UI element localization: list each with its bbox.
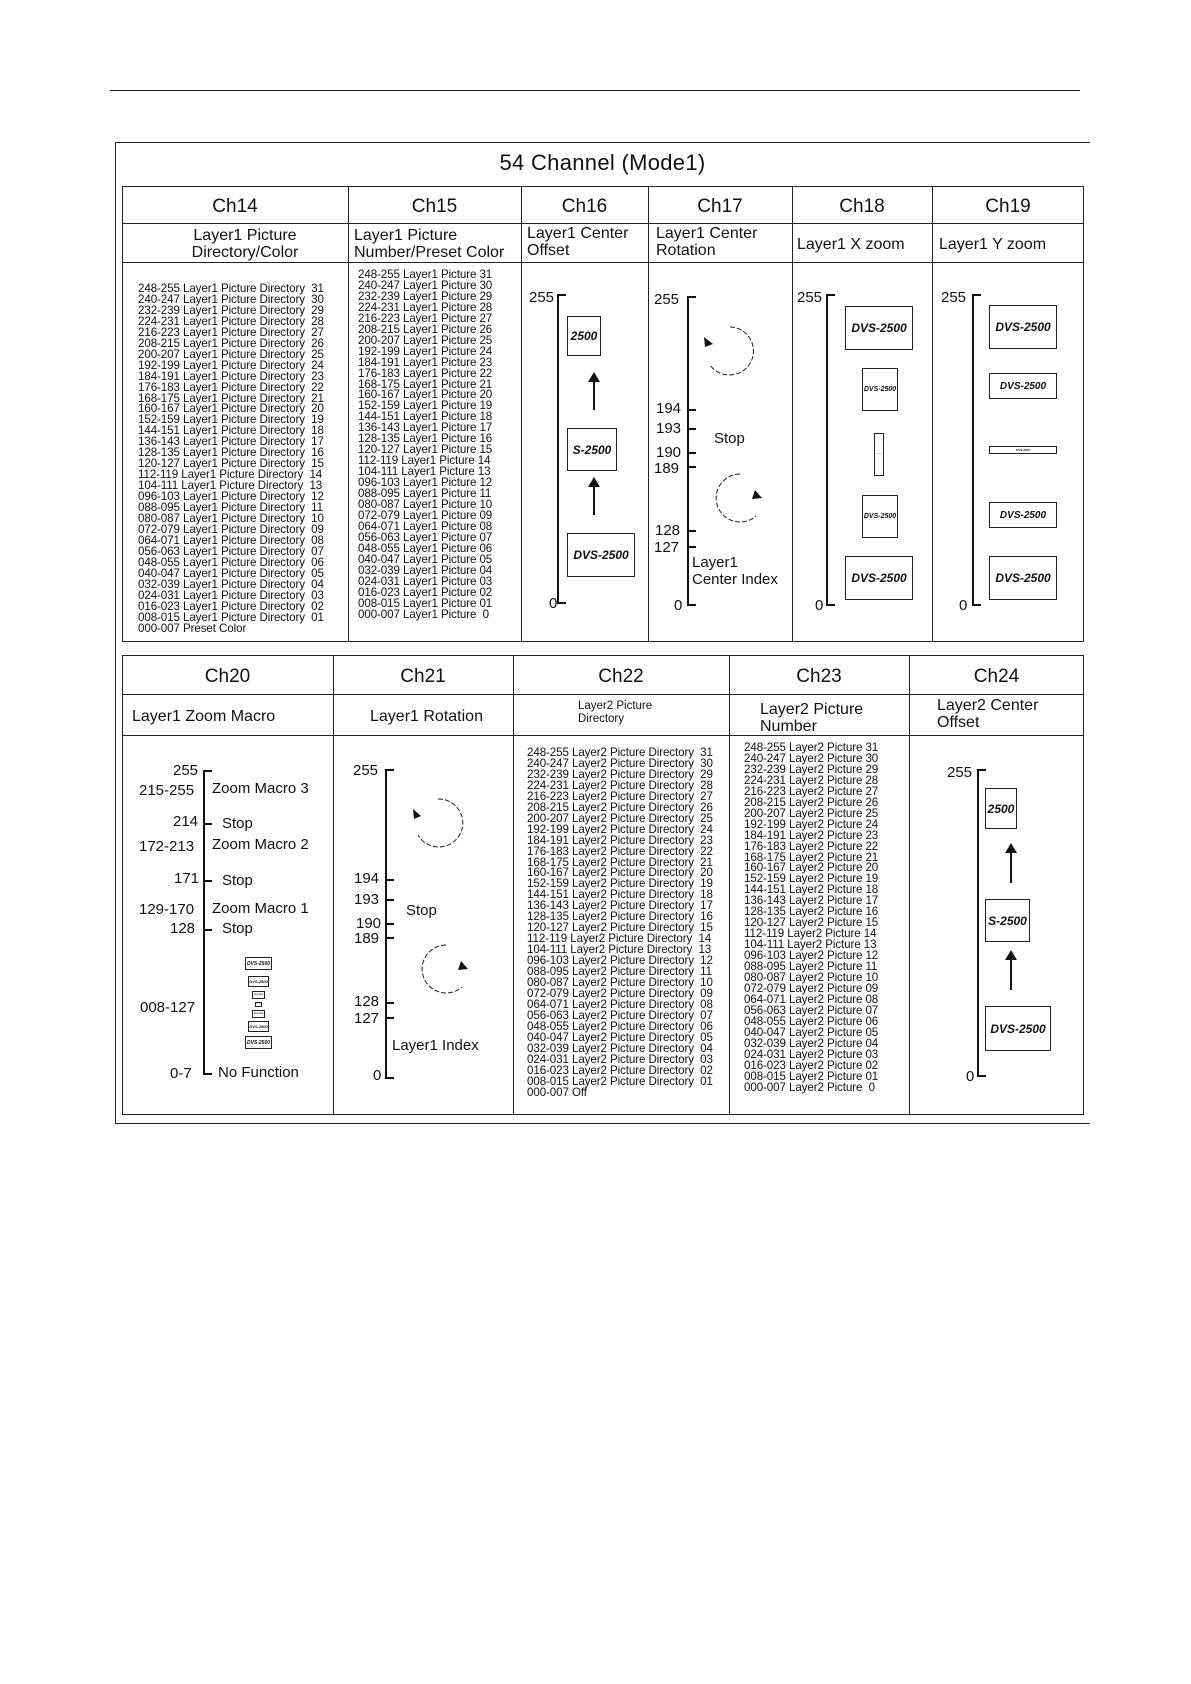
ch19-image-flat: DVS-2500 — [989, 446, 1057, 454]
function-ch19: Layer1 Y zoom — [939, 236, 1047, 253]
function-ch17: Layer1 Center Rotation — [656, 225, 758, 259]
ch19-tick — [972, 294, 981, 296]
ch20-macro-label: Zoom Macro 3 — [212, 780, 309, 797]
table2-col-divider — [729, 655, 730, 1115]
ch24-image-dvs2500: DVS-2500 — [985, 1006, 1051, 1051]
channel-header-ch21: Ch21 — [400, 666, 446, 687]
table1-col-divider — [521, 186, 522, 642]
table1-divider — [122, 262, 1084, 263]
ch21-value-0: 0 — [373, 1067, 382, 1084]
ch20-value-128: 128 — [170, 920, 196, 937]
ch21-value-255: 255 — [353, 762, 379, 779]
rotate-cw-icon — [418, 943, 478, 1003]
channel-header-ch18: Ch18 — [839, 196, 885, 217]
function-ch24: Layer2 Center Offset — [937, 697, 1039, 731]
ch18-image-thin: DVS-2500 — [874, 433, 884, 476]
ch21-value-193: 193 — [354, 891, 380, 908]
ch21-tick — [385, 937, 394, 939]
ch19-image-short: DVS-2500 — [989, 502, 1057, 528]
ch21-tick — [385, 1017, 394, 1019]
ch17-value-189: 189 — [654, 460, 680, 477]
ch18-value-255: 255 — [797, 289, 823, 306]
ch20-scale-bar — [203, 770, 205, 1075]
ch21-value-194: 194 — [354, 870, 380, 887]
ch20-range-label: 0-7 — [170, 1065, 192, 1082]
table2-divider — [122, 735, 1084, 736]
ch20-value-171: 171 — [174, 870, 200, 887]
ch17-value-190: 190 — [656, 444, 682, 461]
ch17-index-label: Center Index — [692, 571, 778, 588]
ch16-value-255: 255 — [529, 289, 555, 306]
ch19-tick — [972, 604, 981, 606]
ch19-scale-bar — [972, 294, 974, 606]
channel-header-ch14: Ch14 — [212, 196, 258, 217]
ch21-tick — [385, 769, 394, 771]
ch24-scale-bar — [977, 769, 979, 1077]
channel-header-ch15: Ch15 — [411, 196, 458, 217]
ch16-value-0: 0 — [549, 595, 558, 612]
ch20-range-label: 172-213 — [139, 838, 195, 855]
ch20-no-function-label: No Function — [218, 1064, 299, 1081]
ch21-value-128: 128 — [354, 993, 380, 1010]
ch20-mini-image: DVS-2500 — [256, 1004, 261, 1005]
ch20-macro-label: Zoom Macro 2 — [212, 836, 309, 853]
ch24-tick — [977, 1075, 986, 1077]
ch21-stop-label: Stop — [406, 902, 437, 919]
ch20-tick — [203, 880, 212, 882]
ch20-mini-image: DVS-2500 — [248, 1021, 269, 1032]
ch20-stop-label: Stop — [222, 872, 253, 889]
channel-header-ch22: Ch22 — [598, 666, 644, 687]
ch21-value-190: 190 — [356, 915, 382, 932]
ch17-tick — [687, 546, 696, 548]
ch20-tick — [203, 929, 212, 931]
ch23-value-list: 248-255 Layer2 Picture 31 240-247 Layer2 Picture 30 232-239 Layer2 Picture 29 224-231 Layer2 Picture 28 216-223 Layer2 Picture 27 208-215 Layer2 Picture 26 200-207 Layer2 Picture 25 192-199 Layer2 Picture 24 184-191 Layer2 Picture 23 176-183 Layer2 Picture 22 168-175 Layer2 Picture 21 160-167 Layer2 Picture 20 152-159 Layer2 Picture 19 144-151 Layer2 Picture 18 136-143 Layer2 Picture 17 128-135 Layer2 Picture 16 120-127 Layer2 Picture 15 112-119 Layer2 Picture 14 104-111 Layer2 Picture 13 096-103 Layer2 Picture 12 088-095 Layer2 Picture 11 080-087 Layer2 Picture 10 072-079 Layer2 Picture 09 064-071 Layer2 Picture 08 056-063 Layer2 Picture 07 048-055 Layer2 Picture 06 040-047 Layer2 Picture 05 032-039 Layer2 Picture 04 024-031 Layer2 Picture 03 016-023 Layer2 Picture 02 008-015 Layer2 Picture 01 000-007 Layer2 Picture 0 — [744, 741, 879, 1094]
up-arrow-icon — [593, 380, 595, 410]
ch21-tick — [385, 1002, 394, 1004]
ch18-tick — [826, 604, 835, 606]
ch17-scale-bar — [687, 296, 689, 606]
ch17-tick — [687, 530, 696, 532]
ch19-image-full: DVS-2500 — [989, 305, 1057, 349]
ch17-tick — [687, 409, 696, 411]
ch20-range-label: 215-255 — [139, 782, 195, 799]
channel-header-ch16: Ch16 — [561, 196, 608, 217]
ch20-macro-label: Zoom Macro 1 — [212, 900, 309, 917]
ch19-value-0: 0 — [959, 597, 968, 614]
ch20-mini-image: DVS-2500 — [252, 991, 265, 999]
ch20-value-255: 255 — [173, 762, 199, 779]
ch20-tick — [203, 1073, 212, 1075]
ch21-tick — [385, 899, 394, 901]
function-ch22: Layer2 Picture Directory — [578, 700, 653, 725]
ch20-mini-image: DVS-2500 — [248, 976, 269, 987]
ch17-tick — [687, 466, 696, 468]
function-ch21: Layer1 Rotation — [370, 708, 483, 725]
ch18-image-full: DVS-2500 — [845, 306, 913, 350]
table2-divider — [122, 694, 1084, 695]
ch17-tick — [687, 452, 696, 454]
ch16-image-s2500: S-2500 — [567, 428, 617, 471]
ch24-image-s2500: S-2500 — [985, 899, 1030, 942]
function-ch18: Layer1 X zoom — [797, 236, 905, 253]
ch17-value-127: 127 — [654, 539, 680, 556]
function-ch20: Layer1 Zoom Macro — [132, 708, 276, 725]
ch17-stop-label: Stop — [714, 430, 745, 447]
ch21-index-label: Layer1 Index — [392, 1037, 479, 1054]
ch20-stop-label: Stop — [222, 815, 253, 832]
ch18-image-full: DVS-2500 — [845, 556, 913, 600]
ch24-value-255: 255 — [947, 764, 973, 781]
ch17-tick — [687, 428, 696, 430]
table1-col-divider — [348, 186, 349, 642]
channel-header-ch17: Ch17 — [697, 196, 743, 217]
function-ch14: Layer1 Picture Directory/Color — [191, 227, 299, 261]
ch22-value-list: 248-255 Layer2 Picture Directory 31 240-247 Layer2 Picture Directory 30 232-239 Layer2 Picture Directory 29 224-231 Layer2 Picture Directory 28 216-223 Layer2 Picture Directory 27 208-215 Layer2 Picture Directory 26 200-207 Layer2 Picture Directory 25 192-199 Layer2 Picture Directory 24 184-191 Layer2 Picture Directory 23 176-183 Layer2 Picture Directory 22 168-175 Layer2 Picture Directory 21 160-167 Layer2 Picture Directory 20 152-159 Layer2 Picture Directory 19 144-151 Layer2 Picture Directory 18 136-143 Layer2 Picture Directory 17 128-135 Layer2 Picture Directory 16 120-127 Layer2 Picture Directory 15 112-119 Layer2 Picture Directory 14 104-111 Layer2 Picture Directory 13 096-103 Layer2 Picture Directory 12 088-095 Layer2 Picture Directory 11 080-087 Layer2 Picture Directory 10 072-079 Layer2 Picture Directory 09 064-071 Layer2 Picture Directory 08 056-063 Layer2 Picture Directory 07 048-055 Layer2 Picture Directory 06 040-047 Layer2 Picture Directory 05 032-039 Layer2 Picture Directory 04 024-031 Layer2 Picture Directory 03 016-023 Layer2 Picture Directory 02 008-015 Layer2 Picture Directory 01 000-007 Off — [527, 746, 713, 1099]
ch16-image-2500: 2500 — [567, 316, 601, 356]
up-arrow-icon — [1010, 851, 1012, 883]
ch14-value-list: 248-255 Layer1 Picture Directory 31 240-247 Layer1 Picture Directory 30 232-239 Layer1 Picture Directory 29 224-231 Layer1 Picture Directory 28 216-223 Layer1 Picture Directory 27 208-215 Layer1 Picture Directory 26 200-207 Layer1 Picture Directory 25 192-199 Layer1 Picture Directory 24 184-191 Layer1 Picture Directory 23 176-183 Layer1 Picture Directory 22 168-175 Layer1 Picture Directory 21 160-167 Layer1 Picture Directory 20 152-159 Layer1 Picture Directory 19 144-151 Layer1 Picture Directory 18 136-143 Layer1 Picture Directory 17 128-135 Layer1 Picture Directory 16 120-127 Layer1 Picture Directory 15 112-119 Layer1 Picture Directory 14 104-111 Layer1 Picture Directory 13 096-103 Layer1 Picture Directory 12 088-095 Layer1 Picture Directory 11 080-087 Layer1 Picture Directory 10 072-079 Layer1 Picture Directory 09 064-071 Layer1 Picture Directory 08 056-063 Layer1 Picture Directory 07 048-055 Layer1 Picture Directory 06 040-047 Layer1 Picture Directory 05 032-039 Layer1 Picture Directory 04 024-031 Layer1 Picture Directory 03 016-023 Layer1 Picture Directory 02 008-015 Layer1 Picture Directory 01 000-007 Preset Color — [138, 282, 324, 635]
ch18-value-0: 0 — [815, 597, 824, 614]
ch20-tick — [203, 770, 212, 772]
ch20-value-214: 214 — [173, 813, 199, 830]
channel-header-ch24: Ch24 — [973, 666, 1020, 687]
table2-col-divider — [513, 655, 514, 1115]
ch16-tick — [557, 602, 566, 604]
ch16-scale-bar — [557, 294, 559, 604]
ch20-range-label: 008-127 — [140, 999, 196, 1016]
ch17-index-label: Layer1 — [692, 554, 738, 571]
table1-divider — [122, 223, 1084, 224]
rotate-ccw-icon — [412, 797, 472, 857]
function-ch23: Layer2 Picture Number — [760, 701, 864, 735]
ch21-tick — [385, 923, 394, 925]
ch17-value-193: 193 — [656, 420, 682, 437]
ch20-mini-image: DVS-2500 — [245, 957, 272, 970]
ch17-value-194: 194 — [656, 400, 682, 417]
ch24-tick — [977, 769, 986, 771]
channel-header-ch19: Ch19 — [985, 196, 1031, 217]
ch17-value-128: 128 — [655, 522, 681, 539]
page-title: 54 Channel (Mode1) — [499, 150, 706, 175]
ch17-value-0: 0 — [674, 597, 683, 614]
ch21-value-127: 127 — [354, 1010, 380, 1027]
up-arrow-icon — [1010, 958, 1012, 990]
ch15-value-list: 248-255 Layer1 Picture 31 240-247 Layer1 Picture 30 232-239 Layer1 Picture 29 224-231 Layer1 Picture 28 216-223 Layer1 Picture 27 208-215 Layer1 Picture 26 200-207 Layer1 Picture 25 192-199 Layer1 Picture 24 184-191 Layer1 Picture 23 176-183 Layer1 Picture 22 168-175 Layer1 Picture 21 160-167 Layer1 Picture 20 152-159 Layer1 Picture 19 144-151 Layer1 Picture 18 136-143 Layer1 Picture 17 128-135 Layer1 Picture 16 120-127 Layer1 Picture 15 112-119 Layer1 Picture 14 104-111 Layer1 Picture 13 096-103 Layer1 Picture 12 088-095 Layer1 Picture 11 080-087 Layer1 Picture 10 072-079 Layer1 Picture 09 064-071 Layer1 Picture 08 056-063 Layer1 Picture 07 048-055 Layer1 Picture 06 040-047 Layer1 Picture 05 032-039 Layer1 Picture 04 024-031 Layer1 Picture 03 016-023 Layer1 Picture 02 008-015 Layer1 Picture 01 000-007 Layer1 Picture 0 — [358, 268, 493, 621]
ch20-mini-image: DVS-2500 — [252, 1010, 265, 1018]
ch19-image-full: DVS-2500 — [989, 556, 1057, 600]
ch20-stop-label: Stop — [222, 920, 253, 937]
ch24-value-0: 0 — [966, 1068, 975, 1085]
ch17-tick — [687, 296, 696, 298]
channel-header-ch23: Ch23 — [796, 666, 842, 687]
ch17-tick — [687, 604, 696, 606]
table2-col-divider — [333, 655, 334, 1115]
ch16-image-dvs2500: DVS-2500 — [567, 533, 635, 577]
table1-col-divider — [932, 186, 933, 642]
ch16-tick — [557, 294, 566, 296]
ch18-scale-bar — [826, 294, 828, 606]
rotate-cw-icon — [710, 472, 770, 532]
ch21-tick — [385, 879, 394, 881]
ch18-image-narrow: DVS-2500 — [862, 368, 898, 411]
ch20-tick — [203, 823, 212, 825]
ch19-image-short: DVS-2500 — [989, 373, 1057, 399]
rotate-ccw-icon — [702, 325, 762, 385]
up-arrow-icon — [593, 485, 595, 515]
table2-col-divider — [909, 655, 910, 1115]
ch20-mini-image: DVS-2500 — [245, 1036, 272, 1049]
ch21-value-189: 189 — [354, 930, 380, 947]
ch18-tick — [826, 294, 835, 296]
ch19-value-255: 255 — [941, 289, 967, 306]
channel-header-ch20: Ch20 — [204, 666, 251, 687]
ch17-value-255: 255 — [654, 291, 680, 308]
ch20-range-label: 129-170 — [139, 901, 195, 918]
function-ch15: Layer1 Picture Number/Preset Color — [354, 227, 505, 261]
function-ch16: Layer1 Center Offset — [527, 225, 629, 259]
ch21-tick — [385, 1077, 394, 1079]
ch18-image-narrow: DVS-2500 — [862, 495, 898, 538]
ch24-image-2500: 2500 — [985, 788, 1017, 829]
header-rule — [110, 90, 1080, 91]
